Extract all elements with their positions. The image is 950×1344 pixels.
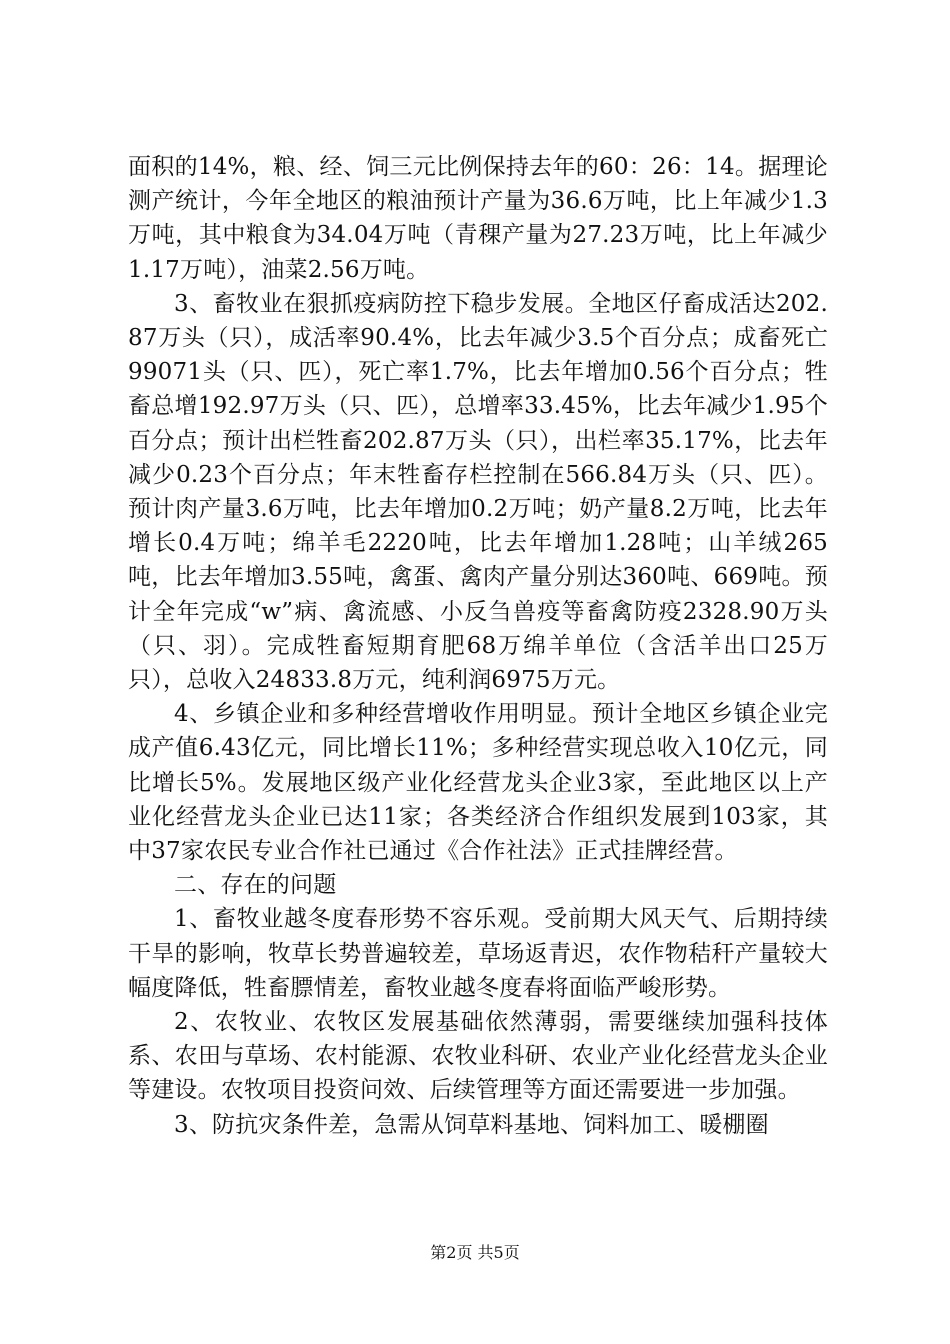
- paragraph-livestock: 3、畜牧业在狠抓疫病防控下稳步发展。全地区仔畜成活达202.87万头（只），成活率90.4%，比去年减少3.5个百分点；成畜死亡99071头（只、匹），死亡率1.7%，比去年增加0.56个百分点；牲畜总增192.97万头（只、匹），总增率33.45%，比去年减少1.95个百分点；预计出栏牲畜202.87万头（只），出栏率35.17%，比去年减少0.23个百分点；年末牲畜存栏控制在566.84万头（只、匹）。预计肉产量3.6万吨，比去年增加0.2万吨；奶产量8.2万吨，比去年增长0.4万吨；绵羊毛2220吨，比去年增加1.28吨；山羊绒265吨，比去年增加3.55吨，禽蛋、禽肉产量分别达360吨、669吨。预计全年完成“w”病、禽流感、小反刍兽疫等畜禽防疫2328.90万头（只、羽）。完成牲畜短期育肥68万绵羊单位（含活羊出口25万只），总收入24833.8万元，纯利润6975万元。: [128, 290, 828, 694]
- document-body: [128, 150, 828, 1142]
- paragraph-crop-ratio: 面积的14%，粮、经、饲三元比例保持去年的60：26：14。据理论测产统计，今年全地区的粮油预计产量为36.6万吨，比上年减少1.3万吨，其中粮食为34.04万吨（青稞产量为27.23万吨，比上年减少1.17万吨），油菜2.56万吨。: [128, 154, 828, 283]
- paragraph-problem-1: 1、畜牧业越冬度春形势不容乐观。受前期大风天气、后期持续干旱的影响，牧草长势普遍较差，草场返青迟，农作物秸秆产量较大幅度降低，牲畜膘情差，畜牧业越冬度春将面临严峻形势。: [128, 906, 828, 1001]
- paragraph-problem-2: 2、农牧业、农牧区发展基础依然薄弱，需要继续加强科技体系、农田与草场、农村能源、农牧业科研、农业产业化经营龙头企业等建设。农牧项目投资问效、后续管理等方面还需要进一步加强。: [128, 1009, 828, 1104]
- section-heading-problems: 二、存在的问题: [174, 872, 337, 899]
- page-footer: [0, 1243, 950, 1263]
- paragraph-problem-3: 3、防抗灾条件差，急需从饲草料基地、饲料加工、暖棚圈: [174, 1111, 769, 1138]
- page-number-label: 第2页 共5页: [430, 1243, 520, 1262]
- paragraph-township-enterprises: 4、乡镇企业和多种经营增收作用明显。预计全地区乡镇企业完成产值6.43亿元，同比增长11%；多种经营实现总收入10亿元，同比增长5%。发展地区级产业化经营龙头企业3家，至此地区以上产业化经营龙头企业已达11家；各类经济合作组织发展到103家，其中37家农民专业合作社已通过《合作社法》正式挂牌经营。: [128, 701, 828, 865]
